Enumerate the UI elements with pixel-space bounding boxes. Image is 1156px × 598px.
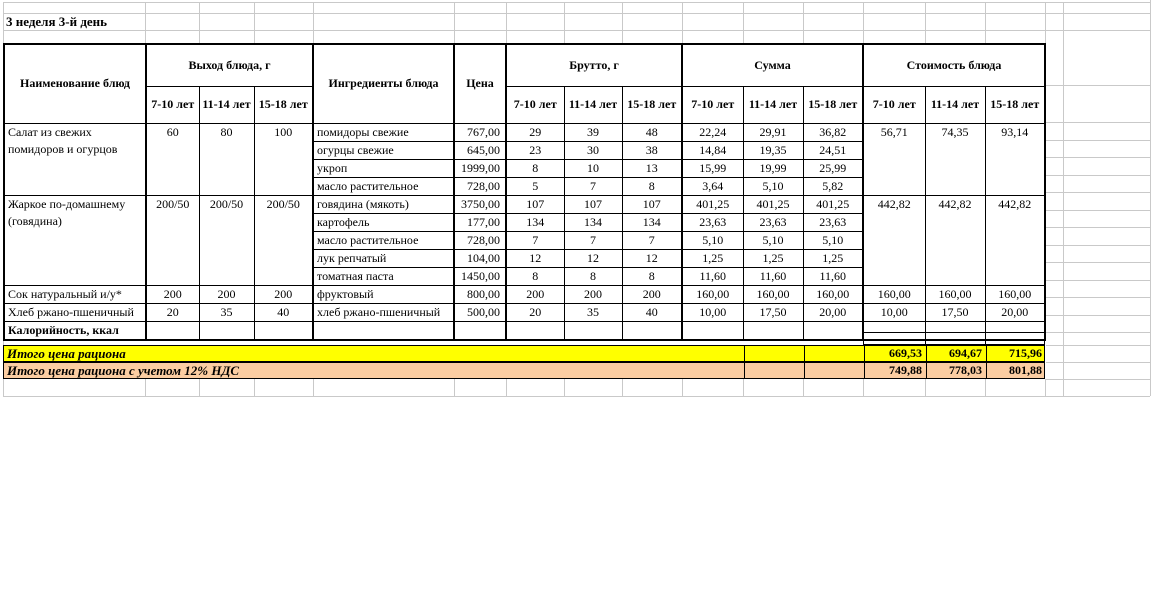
total-empty-cell[interactable]: [804, 362, 864, 378]
total-row-ration-price-vat[interactable]: [3, 362, 1045, 379]
header-age-group[interactable]: 11-14 лет: [743, 86, 803, 123]
yield-cell[interactable]: [199, 321, 254, 340]
total-label: Итого цена рациона: [7, 346, 126, 361]
sum-cell[interactable]: 160,00: [743, 285, 803, 303]
yield-cell[interactable]: 200/50: [254, 195, 313, 285]
total-empty-cell[interactable]: [804, 345, 864, 361]
total-value-cell[interactable]: 694,67: [926, 345, 986, 361]
gross-cell[interactable]: 7: [564, 231, 622, 249]
gross-cell[interactable]: 200: [506, 285, 564, 303]
sum-cell[interactable]: 19,99: [743, 159, 803, 177]
gross-cell[interactable]: 7: [622, 231, 682, 249]
ingredient-cell[interactable]: огурцы свежие: [313, 141, 454, 159]
sum-cell[interactable]: 11,60: [682, 267, 743, 285]
sum-cell[interactable]: 15,99: [682, 159, 743, 177]
total-value-cell[interactable]: 715,96: [986, 345, 1046, 361]
gross-cell[interactable]: 200: [622, 285, 682, 303]
sum-cell[interactable]: 5,10: [803, 231, 863, 249]
gross-cell[interactable]: 39: [564, 123, 622, 141]
gross-cell[interactable]: 8: [506, 159, 564, 177]
price-cell[interactable]: 800,00: [454, 285, 506, 303]
price-cell[interactable]: 3750,00: [454, 195, 506, 213]
gross-cell[interactable]: 20: [506, 303, 564, 321]
ingredient-cell[interactable]: томатная паста: [313, 267, 454, 285]
sum-cell[interactable]: [682, 321, 743, 340]
yield-cell[interactable]: 20: [146, 303, 199, 321]
gross-cell[interactable]: 7: [506, 231, 564, 249]
header-dish-cost[interactable]: Стоимость блюда: [863, 44, 1045, 86]
yield-cell[interactable]: 200: [199, 285, 254, 303]
dish-name-cell[interactable]: Калорийность, ккал: [4, 321, 146, 340]
ingredient-cell[interactable]: масло растительное: [313, 231, 454, 249]
empty-cost-cells[interactable]: [863, 332, 1045, 345]
total-value-cell[interactable]: 778,03: [926, 362, 986, 378]
header-age-group[interactable]: 7-10 лет: [682, 86, 743, 123]
ingredient-cell[interactable]: фруктовый: [313, 285, 454, 303]
sum-cell[interactable]: 29,91: [743, 123, 803, 141]
gross-cell[interactable]: 107: [564, 195, 622, 213]
price-cell[interactable]: 177,00: [454, 213, 506, 231]
header-sum[interactable]: Сумма: [682, 44, 863, 86]
gross-cell[interactable]: 35: [564, 303, 622, 321]
sum-cell[interactable]: 1,25: [682, 249, 743, 267]
cost-cell[interactable]: 442,82: [985, 195, 1045, 285]
gross-cell[interactable]: [622, 321, 682, 340]
price-cell[interactable]: 645,00: [454, 141, 506, 159]
gross-cell[interactable]: [506, 321, 564, 340]
sum-cell[interactable]: 160,00: [803, 285, 863, 303]
cost-cell[interactable]: 93,14: [985, 123, 1045, 195]
header-gross[interactable]: Брутто, г: [506, 44, 682, 86]
price-cell[interactable]: 728,00: [454, 177, 506, 195]
sum-cell[interactable]: 401,25: [682, 195, 743, 213]
gross-cell[interactable]: 12: [564, 249, 622, 267]
ingredient-cell[interactable]: хлеб ржано-пшеничный: [313, 303, 454, 321]
cost-cell[interactable]: 160,00: [863, 285, 925, 303]
gross-cell[interactable]: 5: [506, 177, 564, 195]
sum-cell[interactable]: 5,82: [803, 177, 863, 195]
header-age-group[interactable]: 7-10 лет: [863, 86, 925, 123]
cost-cell[interactable]: 17,50: [925, 303, 985, 321]
yield-cell[interactable]: 200: [146, 285, 199, 303]
sheet-title-cell[interactable]: 3 неделя 3-й день: [6, 14, 108, 29]
price-cell[interactable]: 1999,00: [454, 159, 506, 177]
header-age-group[interactable]: 15-18 лет: [254, 86, 313, 123]
yield-cell[interactable]: 80: [199, 123, 254, 195]
price-cell[interactable]: 500,00: [454, 303, 506, 321]
yield-cell[interactable]: 200/50: [199, 195, 254, 285]
price-cell[interactable]: 728,00: [454, 231, 506, 249]
sum-cell[interactable]: 5,10: [682, 231, 743, 249]
total-empty-cell[interactable]: [744, 345, 804, 361]
gross-cell[interactable]: 38: [622, 141, 682, 159]
total-label: Итого цена рациона с учетом 12% НДС: [7, 363, 240, 378]
sum-cell[interactable]: 36,82: [803, 123, 863, 141]
sum-cell[interactable]: 22,24: [682, 123, 743, 141]
ingredient-cell[interactable]: говядина (мякоть): [313, 195, 454, 213]
sum-cell[interactable]: 3,64: [682, 177, 743, 195]
dish-name-cell[interactable]: Салат из свежих помидоров и огурцов: [4, 123, 146, 195]
sum-cell[interactable]: [803, 321, 863, 340]
gross-cell[interactable]: 200: [564, 285, 622, 303]
cost-cell[interactable]: 442,82: [925, 195, 985, 285]
sum-cell[interactable]: 1,25: [803, 249, 863, 267]
ingredient-cell[interactable]: помидоры свежие: [313, 123, 454, 141]
sum-cell[interactable]: [743, 321, 803, 340]
header-age-group[interactable]: 7-10 лет: [506, 86, 564, 123]
cost-cell[interactable]: 74,35: [925, 123, 985, 195]
gross-cell[interactable]: 107: [622, 195, 682, 213]
header-age-group[interactable]: 15-18 лет: [622, 86, 682, 123]
header-yield[interactable]: Выход блюда, г: [146, 44, 313, 86]
gross-cell[interactable]: 107: [506, 195, 564, 213]
gross-cell[interactable]: 48: [622, 123, 682, 141]
gross-cell[interactable]: 134: [506, 213, 564, 231]
ingredient-cell[interactable]: лук репчатый: [313, 249, 454, 267]
header-age-group[interactable]: 7-10 лет: [146, 86, 199, 123]
gross-cell[interactable]: 8: [506, 267, 564, 285]
gross-cell[interactable]: 29: [506, 123, 564, 141]
gross-cell[interactable]: 10: [564, 159, 622, 177]
dish-name-cell[interactable]: Хлеб ржано-пшеничный: [4, 303, 146, 321]
sum-cell[interactable]: 10,00: [682, 303, 743, 321]
total-value-cell[interactable]: 749,88: [864, 362, 926, 378]
sum-cell[interactable]: 20,00: [803, 303, 863, 321]
sum-cell[interactable]: 23,63: [803, 213, 863, 231]
yield-cell[interactable]: [146, 321, 199, 340]
yield-cell[interactable]: 35: [199, 303, 254, 321]
total-row-ration-price[interactable]: [3, 345, 1045, 362]
price-cell[interactable]: 104,00: [454, 249, 506, 267]
sum-cell[interactable]: 11,60: [743, 267, 803, 285]
sum-cell[interactable]: 14,84: [682, 141, 743, 159]
header-age-group[interactable]: 11-14 лет: [199, 86, 254, 123]
cost-cell[interactable]: 160,00: [985, 285, 1045, 303]
total-empty-cell[interactable]: [744, 362, 804, 378]
total-value-cell[interactable]: 669,53: [864, 345, 926, 361]
header-age-group[interactable]: 15-18 лет: [803, 86, 863, 123]
cost-cell[interactable]: 442,82: [863, 195, 925, 285]
gross-cell[interactable]: [564, 321, 622, 340]
sum-cell[interactable]: 24,51: [803, 141, 863, 159]
ingredient-cell[interactable]: [313, 321, 454, 340]
header-age-group[interactable]: 15-18 лет: [985, 86, 1045, 123]
gross-cell[interactable]: 12: [622, 249, 682, 267]
gross-cell[interactable]: 134: [564, 213, 622, 231]
gross-cell[interactable]: 8: [564, 267, 622, 285]
price-cell[interactable]: [454, 321, 506, 340]
header-age-group[interactable]: 11-14 лет: [925, 86, 985, 123]
sum-cell[interactable]: 5,10: [743, 177, 803, 195]
yield-cell[interactable]: 60: [146, 123, 199, 195]
menu-table: [3, 43, 1046, 341]
sum-cell[interactable]: 11,60: [803, 267, 863, 285]
yield-cell[interactable]: 200/50: [146, 195, 199, 285]
gross-cell[interactable]: 7: [564, 177, 622, 195]
gross-cell[interactable]: 8: [622, 177, 682, 195]
header-price[interactable]: Цена: [454, 44, 506, 123]
cost-cell[interactable]: 10,00: [863, 303, 925, 321]
menu-table-body: [4, 123, 1045, 340]
gross-cell[interactable]: 134: [622, 213, 682, 231]
ingredient-cell[interactable]: укроп: [313, 159, 454, 177]
cost-cell[interactable]: 56,71: [863, 123, 925, 195]
sum-cell[interactable]: 5,10: [743, 231, 803, 249]
ingredient-cell[interactable]: картофель: [313, 213, 454, 231]
gross-cell[interactable]: 8: [622, 267, 682, 285]
header-age-group[interactable]: 11-14 лет: [564, 86, 622, 123]
sum-cell[interactable]: 23,63: [743, 213, 803, 231]
yield-cell[interactable]: 200: [254, 285, 313, 303]
yield-cell[interactable]: 40: [254, 303, 313, 321]
gross-cell[interactable]: 30: [564, 141, 622, 159]
sum-cell[interactable]: 1,25: [743, 249, 803, 267]
sum-cell[interactable]: 19,35: [743, 141, 803, 159]
sum-cell[interactable]: 160,00: [682, 285, 743, 303]
yield-cell[interactable]: 100: [254, 123, 313, 195]
yield-cell[interactable]: [254, 321, 313, 340]
header-ingredients[interactable]: Ингредиенты блюда: [313, 44, 454, 123]
sum-cell[interactable]: 25,99: [803, 159, 863, 177]
gross-cell[interactable]: 12: [506, 249, 564, 267]
cost-cell[interactable]: 20,00: [985, 303, 1045, 321]
gross-cell[interactable]: 23: [506, 141, 564, 159]
sum-cell[interactable]: 17,50: [743, 303, 803, 321]
header-dish-name[interactable]: Наименование блюд: [4, 44, 146, 123]
dish-name-cell[interactable]: Жаркое по-домашнему (говядина): [4, 195, 146, 285]
price-cell[interactable]: 1450,00: [454, 267, 506, 285]
price-cell[interactable]: 767,00: [454, 123, 506, 141]
dish-name-cell[interactable]: Сок натуральный и/у*: [4, 285, 146, 303]
total-value-cell[interactable]: 801,88: [986, 362, 1046, 378]
gross-cell[interactable]: 13: [622, 159, 682, 177]
gross-cell[interactable]: 40: [622, 303, 682, 321]
ingredient-cell[interactable]: масло растительное: [313, 177, 454, 195]
sum-cell[interactable]: 23,63: [682, 213, 743, 231]
cost-cell[interactable]: 160,00: [925, 285, 985, 303]
sum-cell[interactable]: 401,25: [743, 195, 803, 213]
sum-cell[interactable]: 401,25: [803, 195, 863, 213]
